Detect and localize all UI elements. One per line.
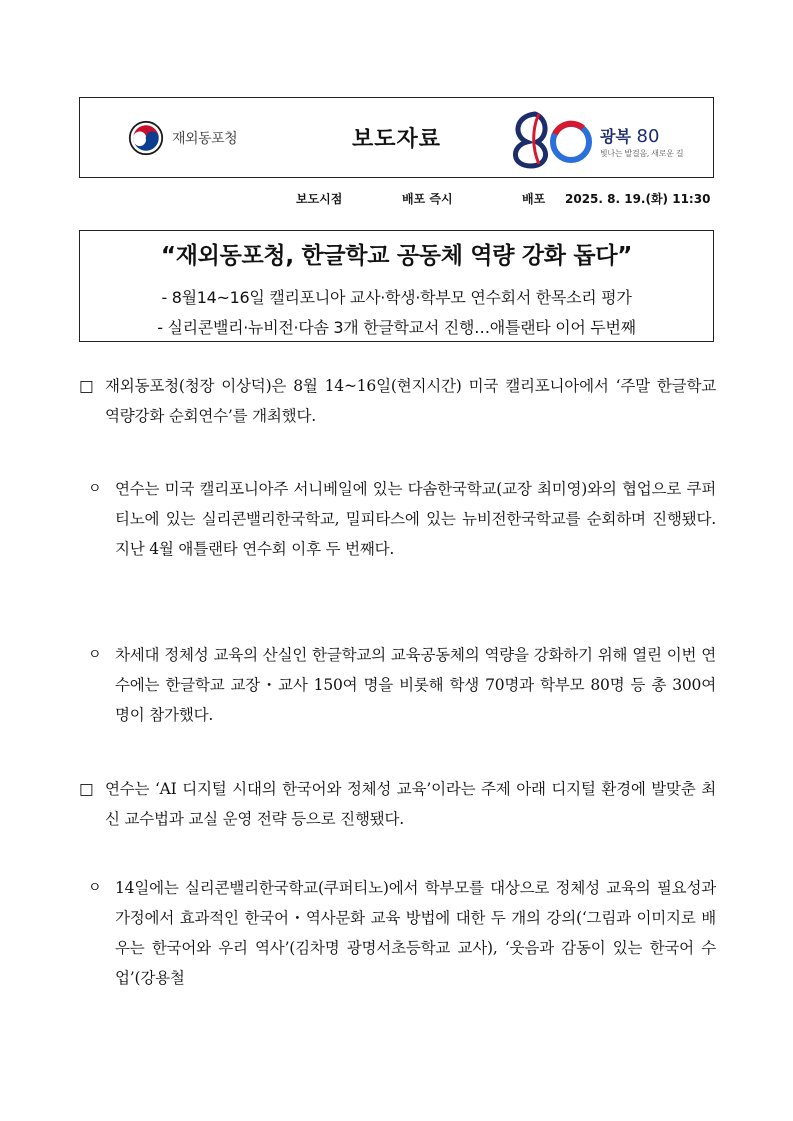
headline-box — [79, 230, 714, 342]
paragraph-text: 연수는 미국 캘리포니아주 서니베일에 있는 다솜한국학교(교장 최미영)와의 협업으로 쿠퍼티노에 있는 실리콘밸리한국학교, 밀피타스에 있는 뉴비전한국학교를 순회하며 진행됐다. 지난 4월 애틀랜타 연수회 이후 두 번째다. — [115, 480, 716, 558]
anniversary-word: 광복 — [600, 127, 631, 146]
release-time-label: 보도시점 — [296, 192, 343, 206]
paragraph-sub-1 — [88, 474, 716, 564]
paragraph-text: 차세대 정체성 교육의 산실인 한글학교의 교육공동체의 역량을 강화하기 위해 열린 이번 연수에는 한글학교 교장・교사 150여 명을 비롯해 학생 70명과 학부모 80명 등 총 300여 명이 참가했다. — [115, 646, 716, 724]
distribution-label: 배포 — [522, 192, 546, 206]
release-time-value: 배포 즉시 — [402, 192, 453, 206]
liberation-80-logo — [505, 106, 685, 170]
paragraph-text: 14일에는 실리콘밸리한국학교(쿠퍼티노)에서 학부모를 대상으로 정체성 교육의 필요성과 가정에서 효과적인 한국어・역사문화 교육 방법에 대한 두 개의 강의(‘그림과 이미지로 배우는 한국어와 우리 역사’(김차명 광명서초등학교 교사), ‘웃음과 감동이 있는 한국어 수업’(강용철 — [115, 879, 716, 987]
paragraph-text: 재외동포청(청장 이상덕)은 8월 14~16일(현지시간) 미국 캘리포니아에서 ‘주말 한글학교 역량강화 순회연수’를 개최했다. — [105, 377, 716, 425]
subheadline-1: - 8월14~16일 캘리포니아 교사·학생·학부모 연수회서 한목소리 평가 — [161, 288, 632, 307]
circle-bullet: ㅇ — [88, 647, 102, 663]
paragraph-text: 연수는 ‘AI 디지털 시대의 한국어와 정체성 교육’이라는 주제 아래 디지털 환경에 발맞춘 최신 교수법과 교실 운영 전략 등으로 진행됐다. — [105, 780, 716, 828]
square-bullet: □ — [79, 377, 94, 395]
subheadline-2: - 실리콘밸리·뉴비전·다솜 3개 한글학교서 진행…애틀랜타 이어 두번째 — [157, 318, 636, 337]
anniversary-number: 80 — [636, 126, 660, 147]
paragraph-main-1 — [79, 371, 716, 431]
agency-name: 재외동포청 — [172, 131, 238, 147]
paragraph-main-2 — [79, 774, 716, 834]
circle-bullet: ㅇ — [88, 481, 102, 497]
doc-type-title: 보도자료 — [351, 127, 441, 152]
liberation-80-emblem-icon — [505, 106, 600, 170]
anniversary-label — [600, 124, 659, 147]
distribution-datetime: 2025. 8. 19.(화) 11:30 — [565, 192, 711, 206]
paragraph-sub-2 — [88, 640, 716, 730]
anniversary-slogan: 빛나는 발걸음, 새로운 길 — [600, 149, 684, 158]
circle-bullet: ㅇ — [88, 880, 102, 896]
release-info — [0, 190, 793, 206]
headline: “재외동포청, 한글학교 공동체 역량 강화 돕다” — [160, 243, 633, 269]
paragraph-sub-3 — [88, 873, 716, 993]
square-bullet: □ — [79, 780, 94, 798]
header-box — [79, 97, 714, 178]
